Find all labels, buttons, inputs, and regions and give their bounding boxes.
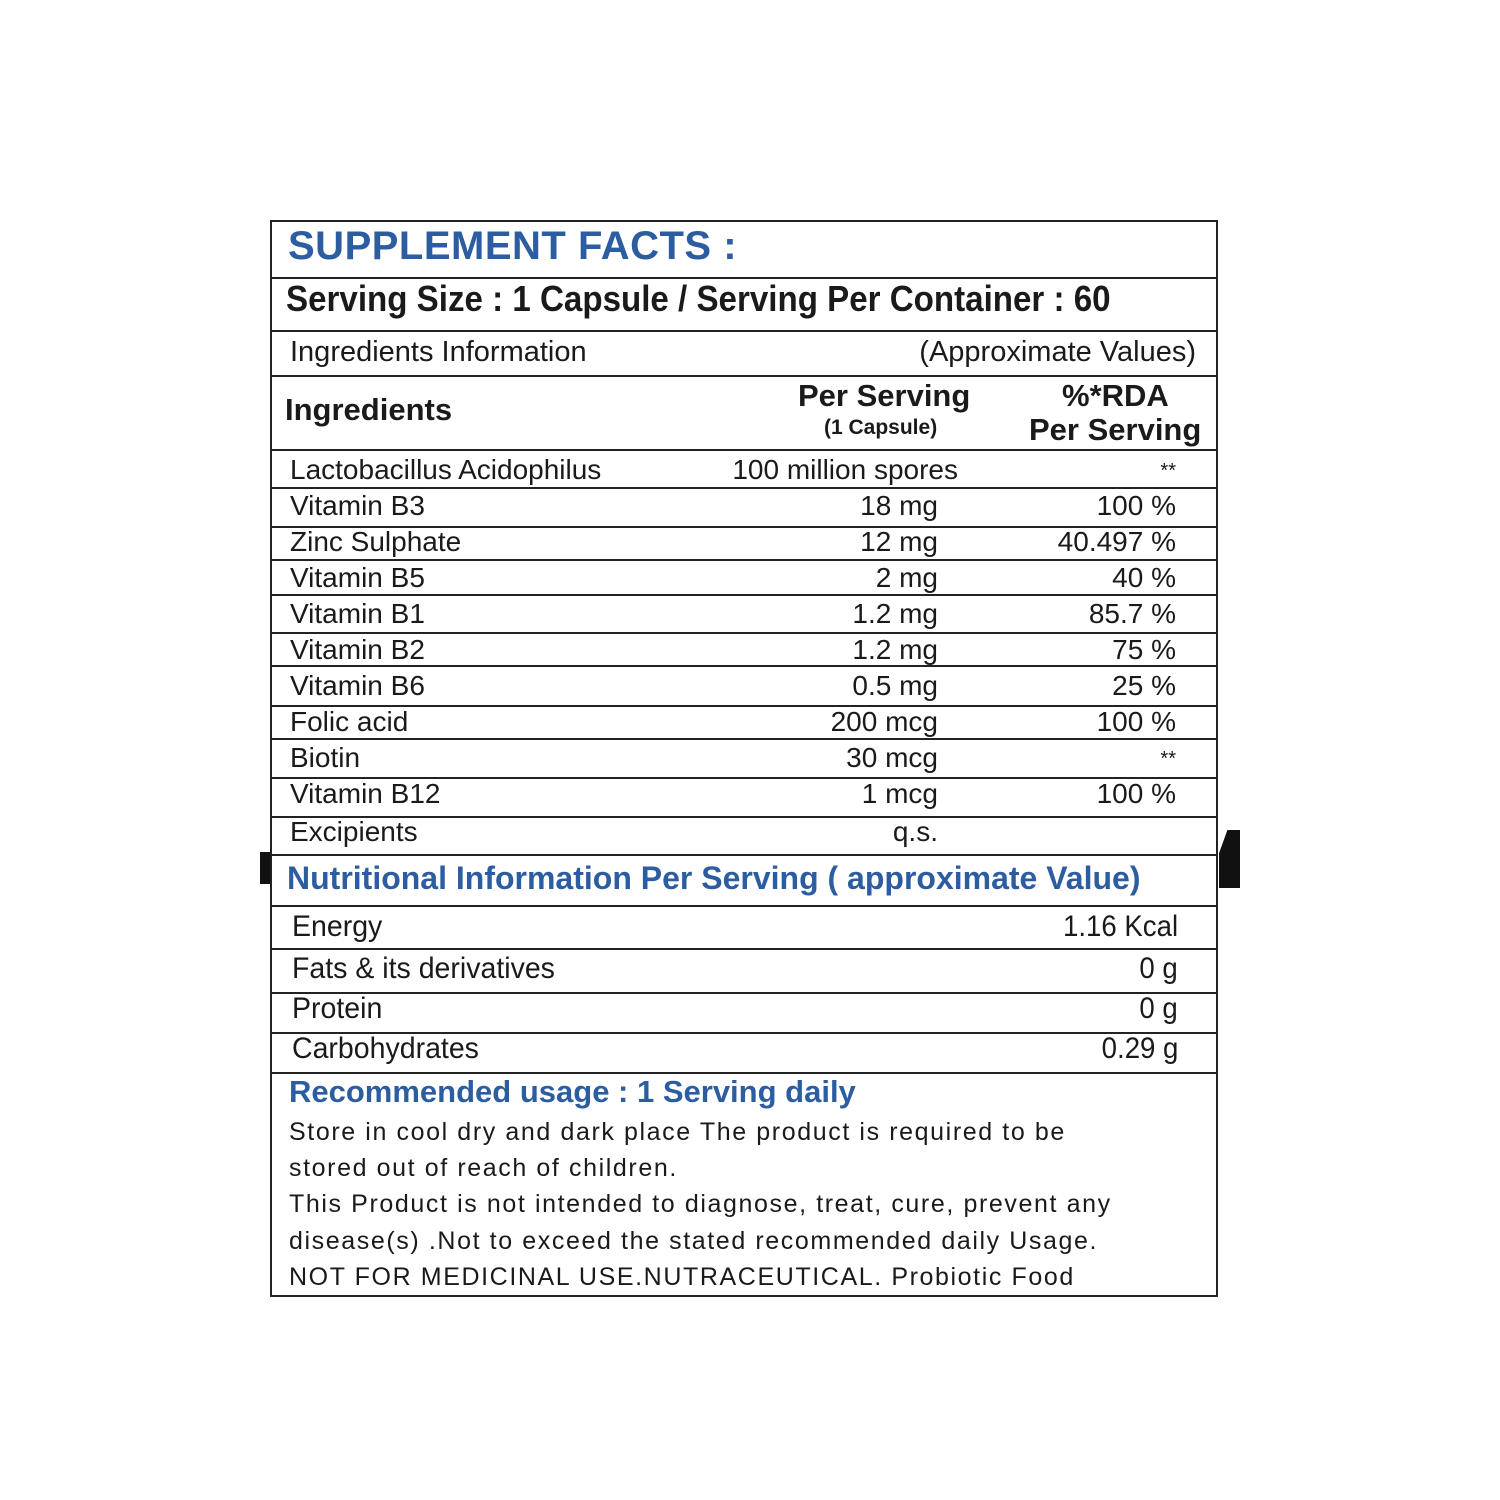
rda-header: %*RDA (1062, 378, 1169, 413)
ingredient-rda: ** (1160, 748, 1176, 770)
ingredient-row (272, 670, 1216, 704)
row-divider (272, 559, 1216, 561)
ingredient-rda: ** (1160, 460, 1176, 482)
ingredient-amount: 1.2 mg (852, 598, 938, 629)
ingredient-rda: 100 % (1096, 490, 1176, 521)
ingredient-row (272, 598, 1216, 632)
ingredient-rda: 75 % (1112, 634, 1176, 665)
nutrient-name: Energy (292, 910, 383, 943)
storage-note-line: disease(s) .Not to exceed the stated recommended daily Usage. (289, 1227, 1099, 1255)
ingredient-amount: 1 mcg (861, 778, 938, 809)
nutrient-name: Protein (292, 992, 383, 1025)
ingredient-name: Zinc Sulphate (290, 526, 462, 557)
approximate-values-note: (Approximate Values) (919, 336, 1196, 368)
divider (272, 375, 1216, 377)
per-serving-header: Per Serving (798, 378, 971, 413)
nutrition-row (272, 910, 1216, 948)
ingredient-row (272, 816, 1216, 850)
nutrition-title: Nutritional Information Per Serving ( approximate Value) (287, 860, 1141, 896)
ingredient-row (272, 634, 1216, 668)
serving-size: Serving Size : 1 Capsule / Serving Per Container : 60 (286, 278, 1111, 319)
row-divider (272, 816, 1216, 818)
nutrition-row (272, 1032, 1216, 1070)
row-divider (272, 594, 1216, 596)
row-divider (272, 992, 1216, 994)
ingredient-name: Excipients (290, 816, 418, 847)
nutrient-value: 0.29 g (1101, 1032, 1178, 1065)
ingredient-amount: 30 mcg (846, 742, 938, 773)
ingredient-row (272, 562, 1216, 596)
ingredient-name: Lactobacillus Acidophilus (290, 454, 602, 485)
divider (272, 449, 1216, 451)
row-divider (272, 738, 1216, 740)
ingredient-name: Vitamin B1 (290, 598, 425, 629)
ingredient-amount: 1.2 mg (852, 634, 938, 665)
storage-note-line: stored out of reach of children. (289, 1154, 678, 1182)
ingredients-header: Ingredients (285, 392, 453, 427)
ingredient-name: Vitamin B6 (290, 670, 425, 701)
row-divider (272, 665, 1216, 667)
divider (272, 854, 1216, 856)
nutrient-name: Carbohydrates (292, 1032, 479, 1065)
row-divider (272, 526, 1216, 528)
ingredient-amount: 200 mcg (830, 706, 938, 737)
ingredient-rda: 25 % (1112, 670, 1176, 701)
ingredient-rda: 85.7 % (1088, 598, 1176, 629)
recommended-usage: Recommended usage : 1 Serving daily (289, 1074, 856, 1109)
ingredient-row (272, 742, 1216, 776)
nutrient-value: 0 g (1139, 992, 1178, 1025)
ingredient-rda: 40.497 % (1057, 526, 1176, 557)
ingredient-name: Folic acid (290, 706, 409, 737)
row-divider (272, 1032, 1216, 1034)
ingredient-row (272, 778, 1216, 812)
nutrient-value: 0 g (1139, 952, 1178, 985)
nutrition-row (272, 992, 1216, 1030)
row-divider (272, 487, 1216, 489)
ingredient-rda: 40 % (1112, 562, 1176, 593)
ingredient-amount: 0.5 mg (852, 670, 938, 701)
ingredient-name: Vitamin B12 (290, 778, 441, 809)
divider (272, 330, 1216, 332)
ingredient-row (272, 454, 1216, 488)
rda-header-sub: Per Serving (1029, 412, 1202, 447)
row-divider (272, 777, 1216, 779)
nutrient-name: Fats & its derivatives (292, 952, 555, 985)
ingredient-amount: q.s. (892, 816, 938, 847)
nutrition-row (272, 952, 1216, 990)
ingredient-amount: 12 mg (860, 526, 938, 557)
ingredient-row (272, 490, 1216, 524)
ingredient-name: Biotin (290, 742, 361, 773)
ingredient-rda: 100 % (1096, 706, 1176, 737)
per-serving-subheader: (1 Capsule) (824, 416, 938, 439)
storage-note-line: Store in cool dry and dark place The product is required to be (289, 1118, 1066, 1146)
divider (272, 905, 1216, 907)
left-edge-mark (260, 852, 270, 884)
ingredient-amount: 18 mg (860, 490, 938, 521)
row-divider (272, 705, 1216, 707)
nutrient-value: 1.16 Kcal (1062, 910, 1178, 943)
ingredient-name: Vitamin B3 (290, 490, 425, 521)
ingredients-info-label: Ingredients Information (290, 336, 587, 368)
ingredient-name: Vitamin B5 (290, 562, 425, 593)
supplement-facts-panel (270, 220, 1218, 1297)
storage-note-line: NOT FOR MEDICINAL USE.NUTRACEUTICAL. Probiotic Food (289, 1263, 1075, 1291)
row-divider (272, 948, 1216, 950)
storage-note-line: This Product is not intended to diagnose, treat, cure, prevent any (289, 1190, 1112, 1218)
ingredient-row (272, 706, 1216, 740)
row-divider (272, 632, 1216, 634)
ingredient-amount: 100 million spores (732, 454, 958, 485)
ingredient-amount: 2 mg (875, 562, 938, 593)
right-edge-mark (1219, 830, 1240, 888)
ingredient-row (272, 526, 1216, 560)
ingredient-name: Vitamin B2 (290, 634, 425, 665)
panel-title: SUPPLEMENT FACTS : (288, 224, 738, 268)
ingredient-rda: 100 % (1096, 778, 1176, 809)
